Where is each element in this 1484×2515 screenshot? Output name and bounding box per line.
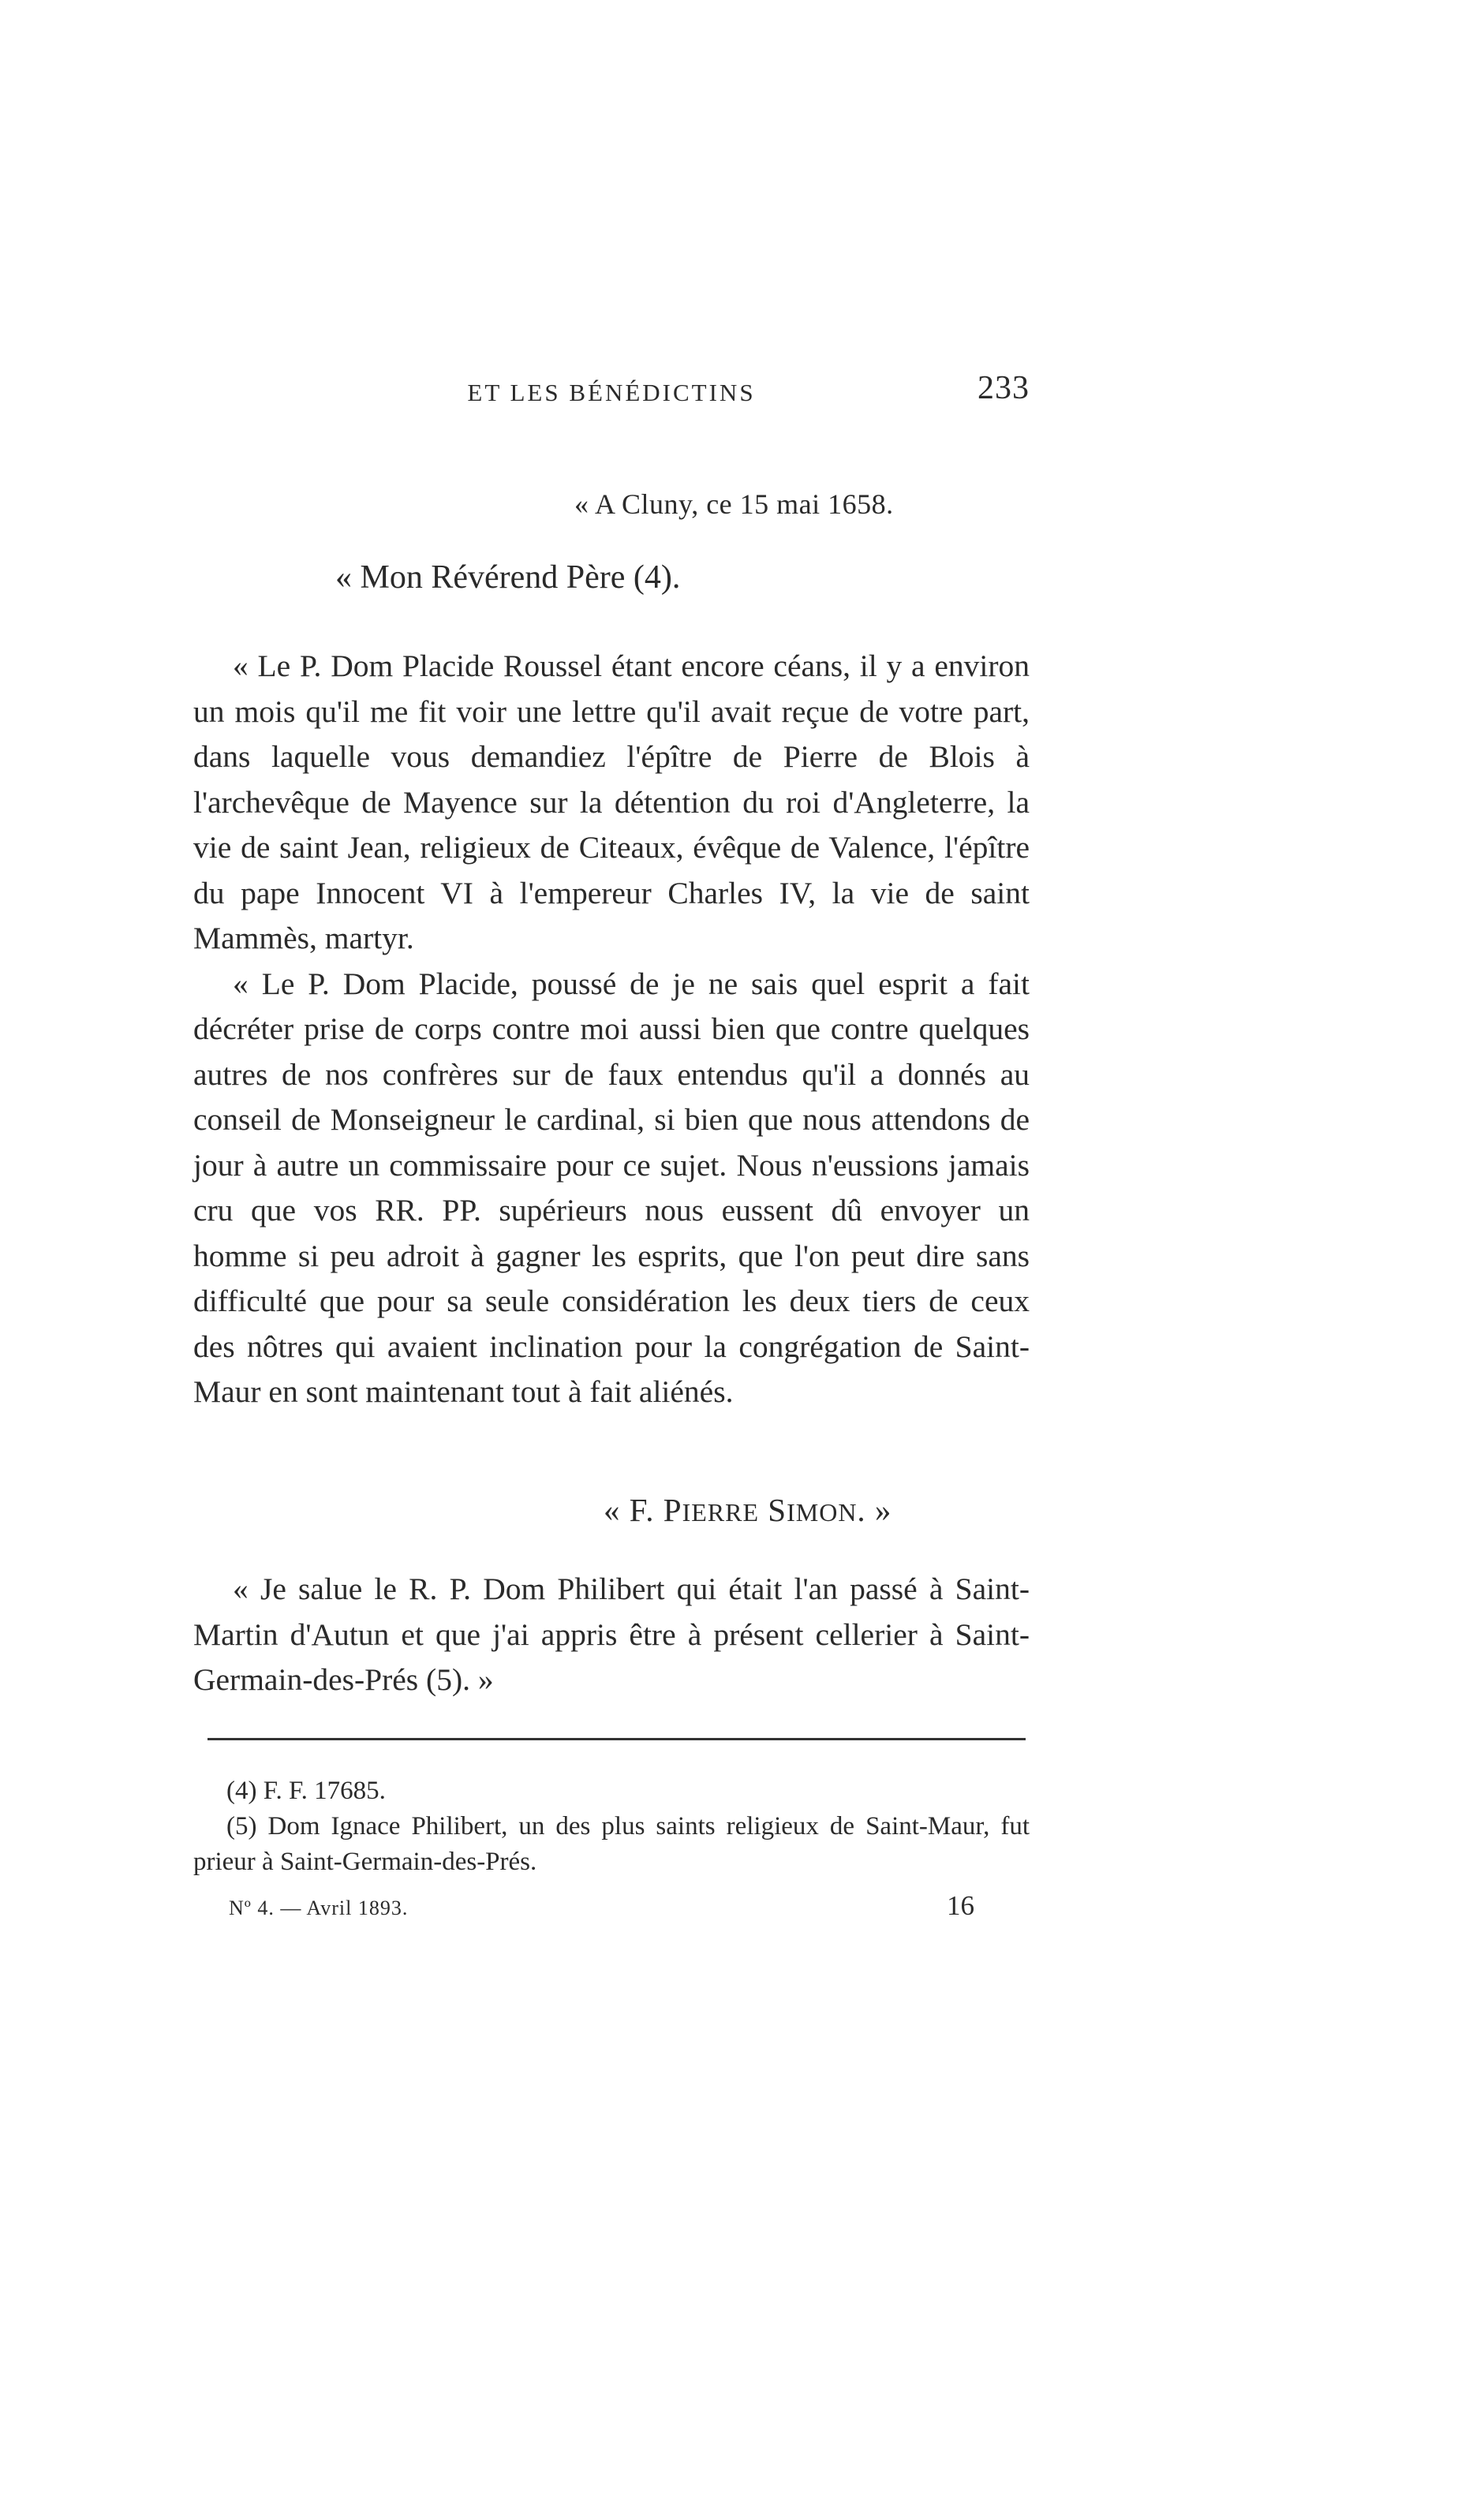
page-number: 233 xyxy=(977,370,1030,406)
letter-postscript-block xyxy=(193,1567,1030,1703)
running-header xyxy=(193,369,1030,417)
running-title: ET LES BÉNÉDICTINS xyxy=(467,379,756,406)
letter-salutation: « Mon Révérend Père (4). xyxy=(335,559,681,596)
signature-last-initial: S xyxy=(768,1492,787,1528)
footnote-5: (5) Dom Ignace Philibert, un des plus saints religieux de Saint-Maur, fut prieur à Saint-Germain-des-Prés. xyxy=(193,1812,1030,1876)
letter-dateline: « A Cluny, ce 15 mai 1658. xyxy=(574,488,894,520)
paragraph: « Le P. Dom Placide, poussé de je ne sais quel esprit a fait décréter prise de corps contre moi aussi bien que contre quelques autres de nos confrères sur de faux entendus qu'il a donnés au conseil de Monseigneur le cardinal, si bien que nous attendons de jour à autre un commissaire pour ce sujet. Nous n'eussions jamais cru que vos RR. PP. supérieurs nous eussent dû envoyer un homme si peu adroit à gagner les esprits, que l'on peut dire sans difficulté que pour sa seule considération les deux tiers de ceux des nôtres qui avaient inclination pour la congrégation de Saint-Maur en sont maintenant tout à fait aliénés. xyxy=(193,966,1030,1409)
footnote-4: (4) F. F. 17685. xyxy=(226,1777,386,1805)
issue-line: Nº 4. — Avril 1893. xyxy=(229,1897,409,1919)
postscript: « Je salue le R. P. Dom Philibert qui était l'an passé à Saint-Martin d'Autun et que j'ai appris être à présent cellerier à Saint-Germain-des-Prés (5). » xyxy=(193,1571,1030,1697)
signature-mark: 16 xyxy=(947,1890,974,1921)
signature-first-initial: P xyxy=(663,1492,682,1528)
paragraph: « Le P. Dom Placide Roussel étant encore céans, il y a environ un mois qu'il me fit voir une lettre qu'il avait reçue de votre part, dans laquelle vous demandiez l'épître de Pierre de Blois à l'archevêque de Mayence sur la détention du roi d'Angleterre, la vie de saint Jean, religieux de Citeaux, évêque de Valence, l'épître du pape Innocent VI à l'empereur Charles IV, la vie de saint Mammès, martyr. xyxy=(193,648,1030,955)
signature-last-rest: IMON xyxy=(787,1498,858,1527)
letter-signature xyxy=(604,1491,892,1529)
footnotes xyxy=(193,1773,1030,1880)
letter-body xyxy=(193,644,1030,1415)
signature-open: « F. xyxy=(604,1492,664,1528)
signature-first-rest: IERRE xyxy=(682,1498,760,1527)
signature-close: . » xyxy=(857,1492,892,1528)
footnote-rule xyxy=(207,1738,1026,1740)
